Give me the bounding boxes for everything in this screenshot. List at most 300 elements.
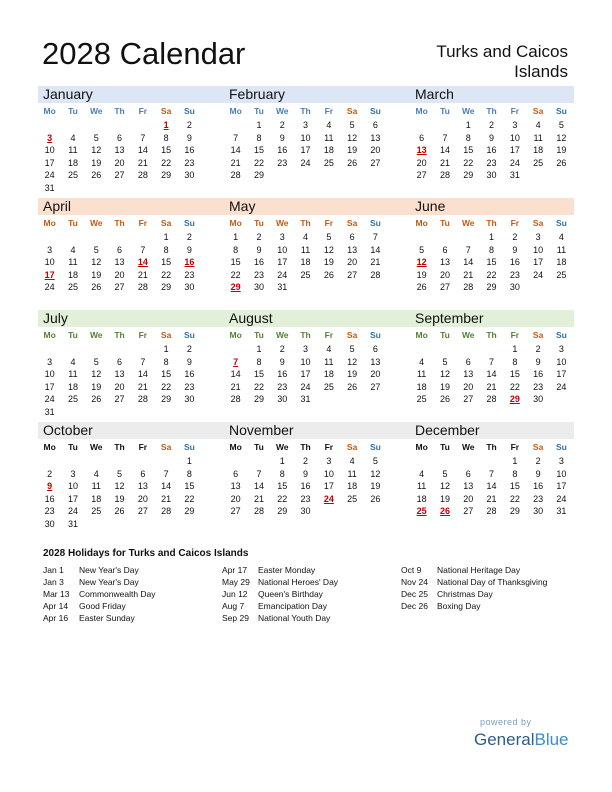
day-cell: 29 bbox=[161, 170, 172, 181]
week-row bbox=[410, 493, 574, 506]
day-cell: 12 bbox=[370, 468, 381, 479]
day-cell: 24 bbox=[533, 269, 544, 280]
day-cell: 23 bbox=[277, 157, 288, 168]
weekday-label: Sa bbox=[532, 218, 544, 228]
empty-cell bbox=[38, 343, 61, 356]
empty-cell bbox=[271, 169, 294, 182]
day-cell: 25 bbox=[323, 157, 334, 168]
weekday-header bbox=[224, 327, 410, 343]
empty-cell bbox=[38, 119, 61, 132]
day-cell: 24 bbox=[556, 381, 567, 392]
day-cell: 21 bbox=[463, 269, 474, 280]
day-cell: 12 bbox=[323, 244, 334, 255]
day-cell: 14 bbox=[137, 369, 148, 380]
weekday-label: Fr bbox=[324, 106, 334, 116]
week-row bbox=[224, 368, 410, 381]
week-row bbox=[410, 505, 574, 518]
day-cell: 5 bbox=[117, 468, 123, 479]
day-cell: 17 bbox=[300, 369, 311, 380]
day-cell: 3 bbox=[512, 120, 518, 130]
day-cell: 27 bbox=[370, 157, 381, 168]
day-cell: 30 bbox=[300, 506, 311, 517]
day-cell: 11 bbox=[91, 481, 101, 492]
day-cell: 14 bbox=[439, 145, 450, 156]
day-cell: 12 bbox=[91, 145, 102, 156]
calendar-grid bbox=[38, 86, 574, 534]
day-cell: 4 bbox=[303, 232, 309, 242]
day-cell: 25 bbox=[323, 381, 334, 392]
week-row bbox=[410, 144, 574, 157]
empty-cell bbox=[131, 406, 154, 419]
week-row bbox=[38, 468, 224, 481]
day-cell: 27 bbox=[416, 170, 427, 181]
holiday-day-cell: 29 bbox=[509, 394, 520, 405]
week-row bbox=[38, 455, 224, 468]
empty-cell bbox=[108, 119, 131, 132]
empty-cell bbox=[85, 406, 108, 419]
day-cell: 29 bbox=[486, 282, 497, 293]
day-cell: 1 bbox=[233, 232, 239, 242]
holiday-date: Dec 26 bbox=[401, 601, 428, 611]
day-cell: 30 bbox=[486, 170, 497, 181]
day-cell: 18 bbox=[556, 257, 567, 268]
day-cell: 21 bbox=[439, 157, 450, 168]
powered-by-text: powered by bbox=[480, 717, 532, 727]
empty-cell bbox=[131, 455, 154, 468]
day-cell: 27 bbox=[347, 269, 358, 280]
day-cell: 19 bbox=[347, 145, 358, 156]
day-cell: 12 bbox=[91, 369, 102, 380]
day-cell: 17 bbox=[509, 145, 520, 156]
weekday-label: Tu bbox=[254, 218, 264, 228]
day-cell: 16 bbox=[277, 145, 288, 156]
weekday-header bbox=[38, 327, 224, 343]
holiday-name: Boxing Day bbox=[437, 601, 481, 611]
day-cell: 12 bbox=[556, 132, 567, 143]
day-cell: 26 bbox=[439, 394, 450, 405]
day-cell: 6 bbox=[372, 120, 378, 130]
day-cell: 2 bbox=[535, 344, 541, 354]
empty-cell bbox=[433, 231, 456, 244]
quarter-row bbox=[38, 198, 574, 310]
empty-cell bbox=[410, 231, 433, 244]
day-cell: 14 bbox=[161, 481, 172, 492]
day-cell: 27 bbox=[463, 394, 474, 405]
weekday-label: We bbox=[461, 218, 475, 228]
day-cell: 28 bbox=[161, 506, 172, 517]
weekday-label: Tu bbox=[68, 218, 78, 228]
day-cell: 17 bbox=[556, 481, 567, 492]
day-cell: 9 bbox=[512, 244, 518, 255]
empty-cell bbox=[526, 281, 549, 294]
empty-cell bbox=[61, 182, 84, 195]
day-cell: 10 bbox=[509, 132, 520, 143]
holiday-date: Jun 12 bbox=[222, 589, 248, 599]
month-name: July bbox=[38, 310, 224, 327]
day-cell: 5 bbox=[372, 456, 378, 466]
day-cell: 2 bbox=[303, 456, 309, 466]
weekday-label: Tu bbox=[254, 106, 264, 116]
week-row bbox=[224, 468, 410, 481]
day-cell: 28 bbox=[137, 170, 148, 181]
week-row bbox=[38, 356, 224, 369]
empty-cell bbox=[294, 281, 317, 294]
holiday-day-cell: 17 bbox=[44, 269, 55, 280]
week-row bbox=[224, 256, 410, 269]
day-cell: 29 bbox=[161, 394, 172, 405]
day-cell: 20 bbox=[347, 257, 358, 268]
month-name: September bbox=[410, 310, 574, 327]
day-cell: 4 bbox=[349, 456, 355, 466]
weekday-label: Mo bbox=[415, 442, 428, 452]
day-cell: 20 bbox=[137, 493, 148, 504]
weekday-label: Th bbox=[114, 218, 125, 228]
empty-cell bbox=[340, 505, 363, 518]
day-cell: 10 bbox=[556, 356, 567, 367]
empty-cell bbox=[550, 281, 573, 294]
empty-cell bbox=[108, 343, 131, 356]
week-row bbox=[224, 169, 410, 182]
day-cell: 15 bbox=[509, 369, 520, 380]
holiday-item bbox=[401, 564, 547, 576]
month-name: May bbox=[224, 198, 410, 215]
day-cell: 5 bbox=[349, 344, 355, 354]
day-cell: 3 bbox=[535, 232, 541, 242]
weekday-label: Mo bbox=[229, 106, 242, 116]
day-cell: 10 bbox=[44, 369, 55, 380]
day-cell: 7 bbox=[233, 132, 239, 143]
day-cell: 31 bbox=[300, 394, 311, 405]
day-cell: 26 bbox=[91, 282, 102, 293]
day-cell: 6 bbox=[117, 132, 123, 143]
week-row bbox=[410, 231, 574, 244]
empty-cell bbox=[85, 343, 108, 356]
week-row bbox=[224, 493, 410, 506]
weekday-header bbox=[410, 327, 574, 343]
day-cell: 2 bbox=[489, 120, 495, 130]
empty-cell bbox=[178, 518, 201, 531]
month-name: January bbox=[38, 86, 224, 103]
day-cell: 15 bbox=[509, 481, 520, 492]
week-row bbox=[410, 244, 574, 257]
day-cell: 7 bbox=[140, 244, 146, 255]
month-june bbox=[410, 198, 574, 310]
weekday-label: Su bbox=[555, 106, 567, 116]
day-cell: 6 bbox=[349, 232, 355, 242]
holiday-day-cell: 9 bbox=[47, 481, 53, 492]
day-cell: 23 bbox=[509, 269, 520, 280]
week-row bbox=[410, 169, 574, 182]
day-cell: 24 bbox=[300, 381, 311, 392]
holiday-item bbox=[222, 588, 338, 600]
weekday-header bbox=[38, 439, 224, 455]
day-cell: 16 bbox=[44, 493, 55, 504]
day-cell: 25 bbox=[556, 269, 567, 280]
weekday-label: Mo bbox=[229, 442, 242, 452]
day-cell: 13 bbox=[114, 257, 125, 268]
day-cell: 25 bbox=[300, 269, 311, 280]
day-cell: 27 bbox=[114, 394, 125, 405]
day-cell: 8 bbox=[163, 244, 169, 255]
day-cell: 13 bbox=[463, 481, 474, 492]
empty-cell bbox=[85, 455, 108, 468]
day-cell: 13 bbox=[137, 481, 148, 492]
day-cell: 28 bbox=[439, 170, 450, 181]
day-cell: 10 bbox=[44, 257, 55, 268]
day-cell: 10 bbox=[533, 244, 544, 255]
weekday-header bbox=[410, 103, 574, 119]
weekday-label: Fr bbox=[510, 106, 520, 116]
empty-cell bbox=[480, 343, 503, 356]
week-row bbox=[38, 231, 224, 244]
weekday-label: Tu bbox=[254, 442, 264, 452]
day-cell: 23 bbox=[300, 493, 311, 504]
empty-cell bbox=[131, 182, 154, 195]
day-cell: 13 bbox=[439, 257, 450, 268]
weekday-label: Sa bbox=[160, 106, 172, 116]
day-cell: 3 bbox=[303, 344, 309, 354]
day-cell: 4 bbox=[93, 468, 99, 479]
month-august bbox=[224, 310, 410, 422]
day-cell: 19 bbox=[91, 157, 102, 168]
day-cell: 16 bbox=[533, 369, 544, 380]
day-cell: 25 bbox=[347, 493, 358, 504]
weekday-label: Th bbox=[300, 106, 311, 116]
day-cell: 13 bbox=[463, 369, 474, 380]
day-cell: 14 bbox=[230, 145, 241, 156]
day-cell: 20 bbox=[230, 493, 241, 504]
day-cell: 5 bbox=[349, 120, 355, 130]
day-cell: 3 bbox=[47, 356, 53, 367]
empty-cell bbox=[38, 231, 61, 244]
day-cell: 5 bbox=[326, 232, 332, 242]
day-cell: 1 bbox=[163, 232, 169, 242]
day-cell: 8 bbox=[233, 244, 239, 255]
holiday-name: New Year's Day bbox=[79, 565, 139, 575]
day-cell: 9 bbox=[186, 356, 192, 367]
day-cell: 20 bbox=[114, 269, 125, 280]
day-cell: 24 bbox=[300, 157, 311, 168]
holiday-item bbox=[222, 612, 338, 624]
day-cell: 10 bbox=[300, 132, 311, 143]
holiday-day-cell: 7 bbox=[233, 356, 239, 367]
day-cell: 5 bbox=[93, 356, 99, 367]
day-cell: 31 bbox=[556, 506, 567, 517]
day-cell: 1 bbox=[256, 344, 262, 354]
week-row bbox=[410, 343, 574, 356]
weekday-label: Sa bbox=[532, 442, 544, 452]
day-cell: 18 bbox=[323, 369, 334, 380]
week-row bbox=[224, 157, 410, 170]
empty-cell bbox=[154, 518, 177, 531]
day-cell: 15 bbox=[463, 145, 474, 156]
weekday-header bbox=[224, 103, 410, 119]
day-cell: 30 bbox=[509, 282, 520, 293]
empty-cell bbox=[340, 281, 363, 294]
weekday-label: Fr bbox=[510, 442, 520, 452]
day-cell: 21 bbox=[486, 493, 497, 504]
day-cell: 21 bbox=[230, 381, 241, 392]
day-cell: 19 bbox=[370, 481, 381, 492]
holiday-name: National Youth Day bbox=[258, 613, 331, 623]
day-cell: 18 bbox=[300, 257, 311, 268]
day-cell: 8 bbox=[279, 468, 285, 479]
day-cell: 2 bbox=[47, 468, 53, 479]
day-cell: 20 bbox=[114, 381, 125, 392]
holiday-item bbox=[222, 564, 338, 576]
weekday-label: Mo bbox=[43, 442, 56, 452]
weekday-label: We bbox=[275, 218, 289, 228]
quarter-row bbox=[38, 422, 574, 534]
day-cell: 9 bbox=[535, 468, 541, 479]
empty-cell bbox=[178, 182, 201, 195]
day-cell: 9 bbox=[535, 356, 541, 367]
day-cell: 8 bbox=[489, 244, 495, 255]
day-cell: 28 bbox=[137, 282, 148, 293]
day-cell: 19 bbox=[416, 269, 427, 280]
weekday-label: We bbox=[461, 106, 475, 116]
week-row bbox=[38, 406, 224, 419]
day-cell: 17 bbox=[44, 157, 55, 168]
weekday-label: Fr bbox=[138, 330, 148, 340]
weekday-label: Sa bbox=[160, 442, 172, 452]
day-cell: 14 bbox=[253, 481, 264, 492]
holiday-name: Good Friday bbox=[79, 601, 126, 611]
brand-general: General bbox=[474, 730, 535, 749]
empty-cell bbox=[294, 169, 317, 182]
day-cell: 14 bbox=[370, 244, 381, 255]
day-cell: 7 bbox=[465, 244, 471, 255]
day-cell: 12 bbox=[439, 481, 450, 492]
day-cell: 4 bbox=[558, 232, 564, 242]
weekday-label: Th bbox=[486, 106, 497, 116]
holiday-date: May 29 bbox=[222, 577, 250, 587]
week-row bbox=[410, 356, 574, 369]
weekday-label: Tu bbox=[68, 442, 78, 452]
holiday-date: Mar 13 bbox=[43, 589, 70, 599]
day-cell: 18 bbox=[347, 481, 358, 492]
empty-cell bbox=[131, 119, 154, 132]
week-row bbox=[410, 480, 574, 493]
day-cell: 31 bbox=[44, 182, 55, 193]
weekday-header bbox=[410, 215, 574, 231]
weekday-label: Sa bbox=[346, 330, 358, 340]
holiday-column bbox=[401, 564, 547, 612]
day-cell: 27 bbox=[114, 282, 125, 293]
empty-cell bbox=[131, 231, 154, 244]
day-cell: 26 bbox=[556, 157, 567, 168]
week-row bbox=[38, 393, 224, 406]
empty-cell bbox=[433, 119, 456, 132]
week-row bbox=[410, 132, 574, 145]
weekday-label: We bbox=[89, 218, 103, 228]
brand-blue: Blue bbox=[534, 730, 569, 749]
day-cell: 16 bbox=[277, 369, 288, 380]
day-cell: 20 bbox=[114, 157, 125, 168]
weekday-label: Tu bbox=[68, 330, 78, 340]
week-row bbox=[38, 281, 224, 294]
day-cell: 11 bbox=[68, 145, 78, 156]
day-cell: 27 bbox=[370, 381, 381, 392]
day-cell: 23 bbox=[277, 381, 288, 392]
week-row bbox=[410, 157, 574, 170]
day-cell: 4 bbox=[70, 132, 76, 143]
day-cell: 6 bbox=[233, 468, 239, 479]
month-may bbox=[224, 198, 410, 310]
holiday-date: Apr 14 bbox=[43, 601, 69, 611]
month-name: June bbox=[410, 198, 574, 215]
weekday-label: Sa bbox=[346, 218, 358, 228]
day-cell: 2 bbox=[535, 456, 541, 466]
day-cell: 23 bbox=[44, 506, 55, 517]
empty-cell bbox=[108, 182, 131, 195]
weekday-label: Su bbox=[555, 442, 567, 452]
weekday-header bbox=[410, 439, 574, 455]
weekday-label: Sa bbox=[160, 330, 172, 340]
day-cell: 21 bbox=[370, 257, 381, 268]
day-cell: 21 bbox=[137, 157, 148, 168]
day-cell: 11 bbox=[533, 132, 543, 143]
day-cell: 19 bbox=[114, 493, 125, 504]
day-cell: 15 bbox=[184, 481, 195, 492]
holiday-name: National Heroes' Day bbox=[258, 577, 339, 587]
month-name: March bbox=[410, 86, 574, 103]
empty-cell bbox=[364, 169, 387, 182]
day-cell: 29 bbox=[184, 506, 195, 517]
weekday-label: Th bbox=[300, 218, 311, 228]
day-cell: 28 bbox=[486, 394, 497, 405]
empty-cell bbox=[61, 455, 84, 468]
day-cell: 15 bbox=[161, 257, 172, 268]
day-cell: 7 bbox=[442, 132, 448, 143]
day-cell: 4 bbox=[70, 244, 76, 255]
day-cell: 15 bbox=[253, 369, 264, 380]
week-row bbox=[410, 119, 574, 132]
week-row bbox=[224, 132, 410, 145]
empty-cell bbox=[154, 182, 177, 195]
weekday-label: Th bbox=[114, 330, 125, 340]
day-cell: 6 bbox=[465, 468, 471, 479]
day-cell: 4 bbox=[70, 356, 76, 367]
empty-cell bbox=[224, 455, 247, 468]
weekday-label: Mo bbox=[43, 106, 56, 116]
page-title: 2028 Calendar bbox=[42, 36, 246, 71]
day-cell: 8 bbox=[163, 356, 169, 367]
day-cell: 18 bbox=[67, 157, 78, 168]
day-cell: 3 bbox=[303, 120, 309, 130]
day-cell: 4 bbox=[326, 120, 332, 130]
week-row bbox=[410, 468, 574, 481]
empty-cell bbox=[457, 231, 480, 244]
day-cell: 20 bbox=[416, 157, 427, 168]
week-row bbox=[38, 493, 224, 506]
week-row bbox=[38, 244, 224, 257]
holidays-title: 2028 Holidays for Turks and Caicos Islands bbox=[43, 548, 249, 559]
holiday-item bbox=[43, 612, 156, 624]
weekday-label: Sa bbox=[532, 330, 544, 340]
weekday-label: Tu bbox=[68, 106, 78, 116]
week-row bbox=[38, 343, 224, 356]
week-row bbox=[38, 119, 224, 132]
day-cell: 5 bbox=[419, 244, 425, 255]
empty-cell bbox=[550, 169, 573, 182]
week-row bbox=[38, 269, 224, 282]
day-cell: 6 bbox=[419, 132, 425, 143]
empty-cell bbox=[85, 119, 108, 132]
weekday-label: Mo bbox=[43, 330, 56, 340]
day-cell: 3 bbox=[70, 468, 76, 479]
generalblue-logo[interactable] bbox=[474, 730, 569, 750]
